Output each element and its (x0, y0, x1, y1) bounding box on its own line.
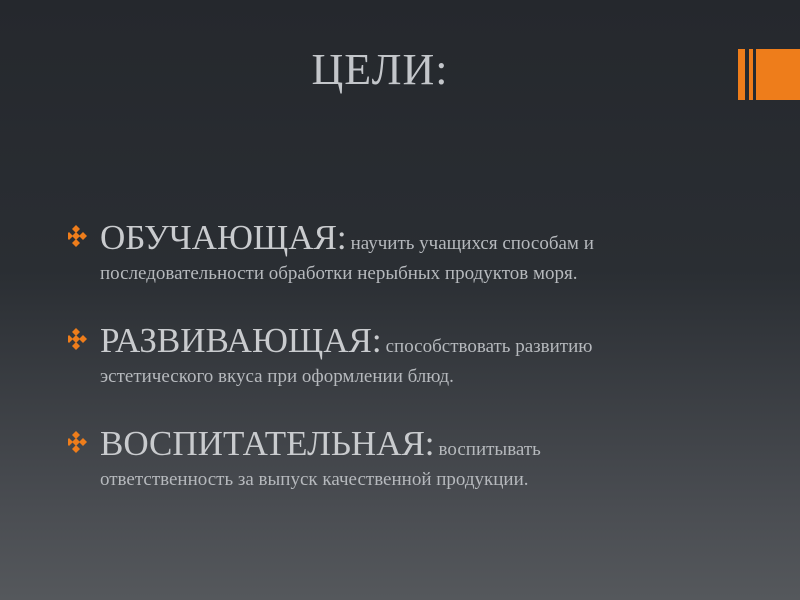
goal-heading: ВОСПИТАТЕЛЬНАЯ: (100, 424, 435, 463)
goal-description-continued: последовательности обработки нерыбных продуктов моря. (100, 263, 578, 284)
goal-description: воспитывать (438, 439, 541, 460)
goal-description-continued: эстетического вкуса при оформлении блюд. (100, 366, 454, 387)
diamond-bullet-icon (68, 431, 94, 455)
goal-description: способствовать развитию (385, 336, 593, 357)
goal-item-teaching (68, 218, 708, 285)
goal-item-educational (68, 424, 708, 491)
slide-title: ЦЕЛИ: (311, 45, 449, 94)
diamond-bullet-icon (68, 225, 94, 249)
accent-bar-wide (756, 49, 800, 100)
diamond-bullet-icon (68, 328, 94, 352)
goals-list (68, 218, 708, 527)
goal-heading: ОБУЧАЮЩАЯ: (100, 218, 347, 257)
goal-heading: РАЗВИВАЮЩАЯ: (100, 321, 382, 360)
goal-description: научить учащихся способам и (350, 233, 594, 254)
goal-description-continued: ответственность за выпуск качественной продукции. (100, 469, 529, 490)
goal-item-developing (68, 321, 708, 388)
